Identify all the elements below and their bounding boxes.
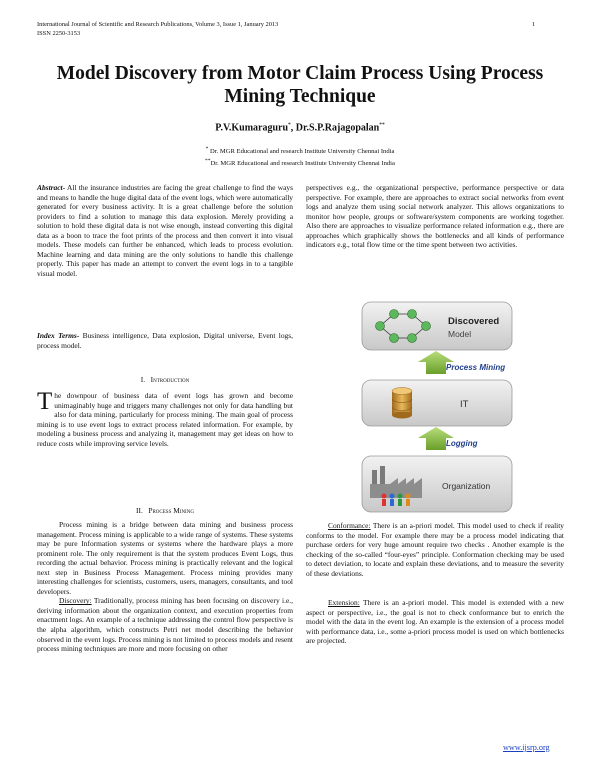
drop-cap: T xyxy=(37,388,53,415)
author-1: P.V.Kumaraguru xyxy=(215,122,289,134)
right-column-intro xyxy=(306,183,564,250)
index-terms-text: Business intelligence, Data explosion, Digital universe, Event logs, process model. xyxy=(37,331,294,350)
section-2-paragraph-1: Process mining is a bridge between data mining and business process management. Process mining is applicable to a wide range of systems. These systems may be pure Information systems or systems where the hardware plays a more prominent role. The only requirement is that the system produces Event Logs, thus recording the actual behavior. Process mining is practically relevant and the logical next step in Business Process Management. Process mining provides many interesting challenges for scientists, customers, users, managers, consultants, and tool developers. xyxy=(37,520,293,596)
affiliation-2 xyxy=(40,157,560,169)
database-icon xyxy=(392,388,412,419)
it-layer-box xyxy=(362,380,512,426)
journal-name: International Journal of Scientific and Research Publications, Volume 3, Issue 1, January 2013 xyxy=(37,21,279,28)
author-1-mark: * xyxy=(288,122,291,128)
extension-block xyxy=(306,598,564,646)
section-2-numeral: II. xyxy=(136,506,143,515)
discovery-text: Traditionally, process mining has been focusing on discovery i.e., deriving information about the organization context, and execution properties from enactment logs. An example of a technique addressing the control flow perspective is the alpha algorithm, which constructs Petri net model describing the behavior observed in the event logs. Process mining is not limited to process models and resent process mining techniques are more and more focusing on other xyxy=(37,596,293,654)
model-label: Model xyxy=(448,329,472,339)
abstract-text: All the insurance industries are facing the great challenge to find the ways and means to handle the huge digital data of the event logs, which were automatically generated for every business activity. It is a great challenge before the solution providers to find a solution to manage this data explosion. Merely providing a solution to hold these digital data is not wise enough, instead converting this digital data as a boon to trace the foot prints of the process and then convert it into visual models. These models can further be enhanced, which leads to process evolution. Machine learning and data mining are the only solutions to handle this challenge properly. This paper has made an attempt to convert the event logs in to a tangible visual model. xyxy=(37,183,293,278)
section-1-text: he downpour of business data of event logs has grown and become unimaginably huge and triggers many challenges not only for data handling but also for data mining, particularly for process mining. The main goal of process mining is to use event logs to extract process related information. For example, by modeling a business process and analyzing it, management may get ideas on how to reduce costs while improving service levels. xyxy=(37,391,293,448)
affiliation-1 xyxy=(40,145,560,157)
it-label: IT xyxy=(460,399,469,410)
issn: ISSN 2250-3153 xyxy=(37,29,81,37)
affiliation-2-mark: ** xyxy=(205,157,211,164)
conformance-label: Conformance: xyxy=(328,521,371,530)
discovered-label: Discovered xyxy=(448,316,500,327)
extension-text: There is an a-priori model. This model is extended with a new aspect or perspective, i.e., the goal is not to check conformance but to enrich the model with the data in the event log. An example is the extension of a process model with performance data, i.e., some a-priori process model is used on which bottlenecks are projected. xyxy=(306,598,564,646)
section-1-title: Introduction xyxy=(150,375,190,384)
discovery-label: Discovery: xyxy=(59,596,92,606)
conformance-text: There is an a-priori model. This model used to check if reality conforms to the model. For example there may be a process model indicating that purchase orders for very huge amount require two checks . Another example is the checking of the so-called “four-eyes” principle. Conformation checking may be used to detect deviation, to locate and explain these deviations, and to measure the severity of these deviations. xyxy=(306,521,564,578)
abstract xyxy=(37,183,293,278)
affiliation-2-text: Dr. MGR Educational and research Institute University Chennai India xyxy=(210,159,395,167)
extension-label: Extension: xyxy=(328,598,360,607)
affiliation-1-mark: * xyxy=(205,146,209,152)
index-terms xyxy=(37,331,293,350)
journal-header xyxy=(37,21,278,38)
section-2-body xyxy=(37,520,293,654)
authors: P.V.Kumaraguru*, Dr.S.P.Rajagopalan** xyxy=(215,122,385,134)
author-2: Dr.S.P.Rajagopalan xyxy=(295,122,380,134)
organization-label: Organization xyxy=(442,481,491,491)
affiliations xyxy=(40,145,560,168)
process-mining-figure xyxy=(360,300,516,514)
author-2-mark: ** xyxy=(379,122,385,128)
paper-title: Model Discovery from Motor Claim Process Using Process Mining Technique xyxy=(56,63,544,107)
section-1-numeral: I. xyxy=(140,375,146,384)
logging-label: Logging xyxy=(446,439,478,448)
section-2-title: Process Mining xyxy=(148,506,194,515)
conformance-block xyxy=(306,521,564,578)
section-2-heading xyxy=(37,506,293,516)
discovery-paragraph xyxy=(37,596,293,653)
journal-website-link[interactable]: www.ijsrp.org xyxy=(503,743,550,752)
section-1-body xyxy=(37,388,293,448)
section-1-heading xyxy=(37,375,293,385)
index-terms-label: Index Terms- xyxy=(37,331,80,340)
process-mining-label: Process Mining xyxy=(446,363,506,372)
affiliation-1-text: Dr. MGR Educational and research Institute University Chennai India xyxy=(208,148,395,156)
right-column-paragraph: perspectives e.g., the organizational perspective, performance perspective or data perspective. For example, there are approaches to extract social networks from event logs and analyze them using social network analyzer. This allows organizations to monitor how people, groups or software/system components are working together. Also there are approaches to visualize performance related information e.g., there are approaches which graphically shows the bottlenecks and all kinds of performance indicators e.g., total flow time or the time spent between two activities. xyxy=(306,183,564,250)
page-number: 1 xyxy=(532,21,536,28)
abstract-label: Abstract- xyxy=(37,183,66,192)
